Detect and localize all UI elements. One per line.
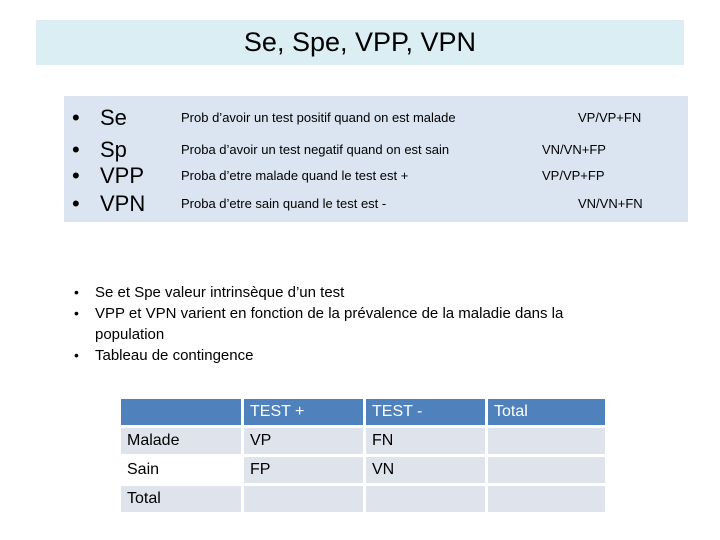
definition-row-sp xyxy=(64,136,688,164)
definition-formula: VN/VN+FP xyxy=(542,142,606,157)
list-item xyxy=(72,282,632,303)
table-cell xyxy=(366,486,485,512)
definition-formula: VP/VP+FN xyxy=(578,110,642,125)
definition-description: Proba d’etre sain quand le test est - xyxy=(181,196,387,211)
table-cell: VN xyxy=(366,457,485,483)
definition-term: Sp xyxy=(100,137,127,162)
contingency-table xyxy=(118,396,608,515)
definitions-panel xyxy=(64,96,688,222)
slide-title-text: Se, Spe, VPP, VPN xyxy=(243,27,477,57)
bullet-icon: • xyxy=(74,347,79,363)
definition-row-vpn xyxy=(64,190,688,218)
table-cell: FP xyxy=(244,457,363,483)
table-row xyxy=(121,428,605,454)
table-header-cell: TEST - xyxy=(366,399,485,425)
bullet-icon: • xyxy=(72,163,80,188)
definition-description: Prob d’avoir un test positif quand on est malade xyxy=(181,110,456,125)
note-text: Tableau de contingence xyxy=(95,347,254,364)
table-header-cell: Total xyxy=(488,399,605,425)
table-row-label: Sain xyxy=(121,457,241,483)
table-row xyxy=(121,457,605,483)
bullet-icon: • xyxy=(72,105,80,130)
bullet-icon: • xyxy=(74,284,79,300)
table-row-label: Total xyxy=(121,486,241,512)
table-cell xyxy=(488,457,605,483)
note-text: VPP et VPN varient en fonction de la prévalence de la maladie dans la population xyxy=(95,305,564,343)
definition-description: Proba d’etre malade quand le test est + xyxy=(181,168,409,183)
table-header-cell xyxy=(121,399,241,425)
definition-formula: VP/VP+FP xyxy=(542,168,605,183)
bullet-icon: • xyxy=(72,137,80,162)
definition-term: VPN xyxy=(100,191,146,216)
definition-description: Proba d’avoir un test negatif quand on est sain xyxy=(181,142,450,157)
definition-row-se xyxy=(64,104,688,132)
table-header-cell: TEST + xyxy=(244,399,363,425)
note-text: Se et Spe valeur intrinsèque d’un test xyxy=(95,284,345,301)
table-cell xyxy=(488,428,605,454)
definition-formula: VN/VN+FN xyxy=(578,196,643,211)
list-item xyxy=(72,303,632,345)
bullet-icon: • xyxy=(74,305,79,321)
table-cell xyxy=(488,486,605,512)
table-cell xyxy=(244,486,363,512)
table-cell: FN xyxy=(366,428,485,454)
table-header-row xyxy=(121,399,605,425)
slide-title xyxy=(36,20,684,65)
table-row-label: Malade xyxy=(121,428,241,454)
list-item xyxy=(72,345,632,366)
notes-list xyxy=(72,282,632,366)
definition-row-vpp xyxy=(64,162,688,190)
table-cell: VP xyxy=(244,428,363,454)
definition-term: Se xyxy=(100,105,127,130)
definition-term: VPP xyxy=(100,163,145,188)
table-row xyxy=(121,486,605,512)
bullet-icon: • xyxy=(72,191,80,216)
